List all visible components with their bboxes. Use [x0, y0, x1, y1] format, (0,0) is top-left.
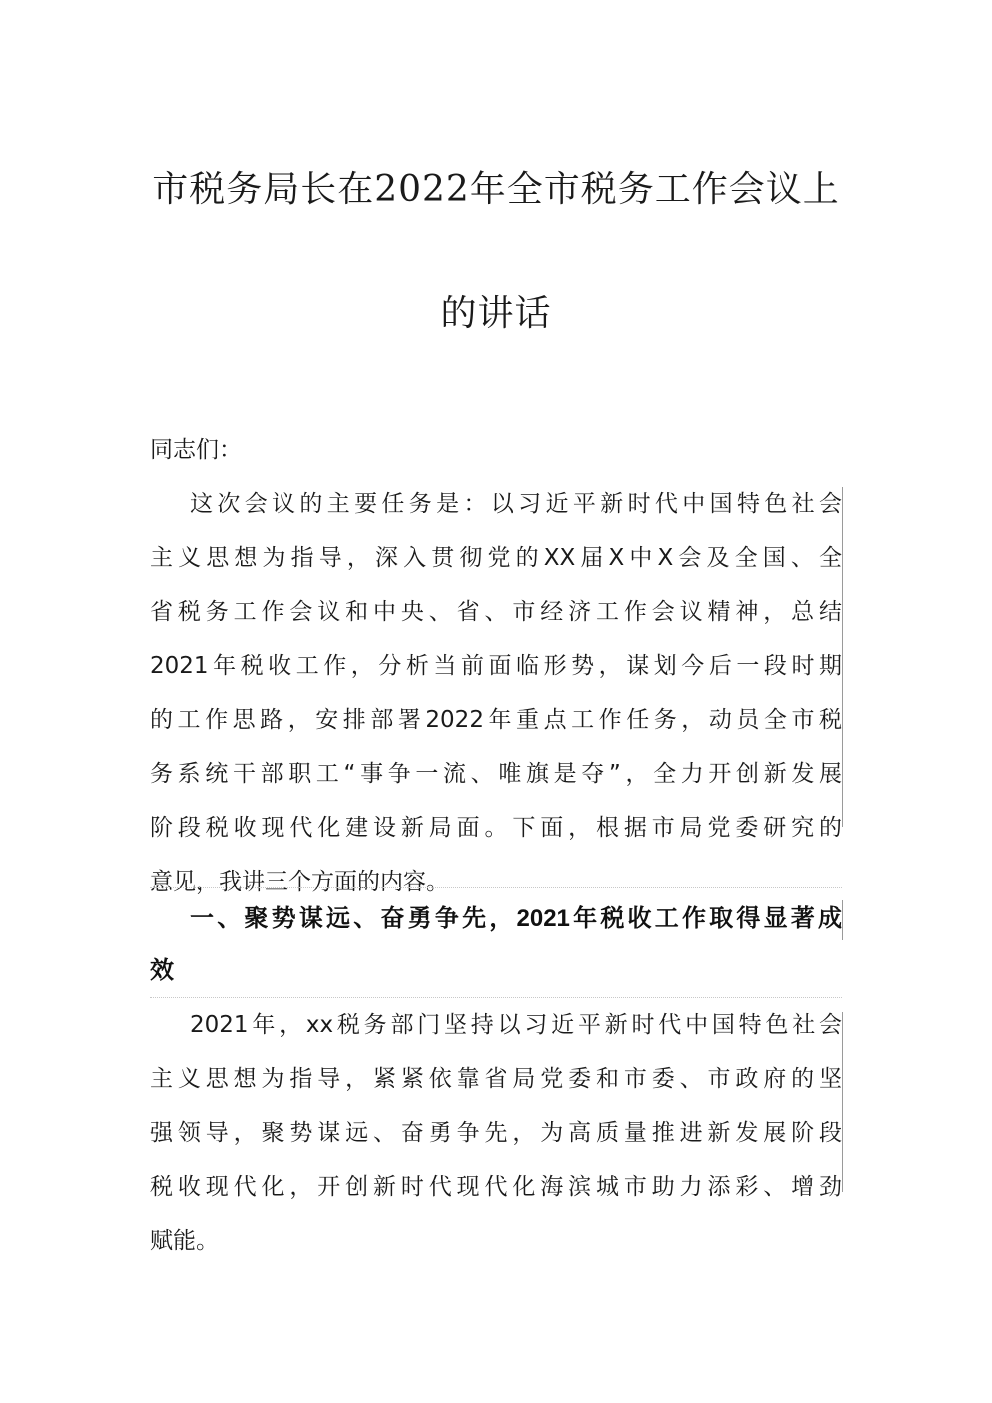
paragraph-section-1	[150, 998, 842, 1268]
heading-line: 一、聚势谋远、奋勇争先，2021年税收工作取得显著成	[190, 905, 842, 932]
section-divider	[150, 887, 842, 888]
paragraph-line: 2021年，xx税务部门坚持以习近平新时代中国特色社会	[190, 1012, 842, 1038]
margin-rule	[842, 487, 843, 827]
paragraph-line: 这次会议的主要任务是：以习近平新时代中国特色社会	[190, 491, 842, 517]
paragraph-line: 的工作思路，安排部署2022年重点工作任务，动员全市税	[150, 707, 842, 733]
margin-rule	[842, 1012, 843, 1192]
document-title-line-1: 市税务局长在2022年全市税务工作会议上	[152, 169, 840, 210]
section-heading-1	[150, 893, 842, 997]
document-title-line-2: 的讲话	[440, 293, 552, 334]
paragraph-line: 主义思想为指导，深入贯彻党的XX届X中X会及全国、全	[150, 545, 842, 571]
heading-line: 效	[150, 957, 174, 984]
paragraph-line: 主义思想为指导，紧紧依靠省局党委和市委、市政府的坚	[150, 1066, 842, 1092]
paragraph-line: 省税务工作会议和中央、省、市经济工作会议精神，总结	[150, 599, 842, 625]
paragraph-line: 阶段税收现代化建设新局面。下面，根据市局党委研究的	[150, 815, 842, 841]
paragraph-intro	[150, 477, 842, 909]
paragraph-line: 2021年税收工作，分析当前面临形势，谋划今后一段时期	[150, 653, 842, 679]
paragraph-line: 税收现代化，开创新时代现代化海滨城市助力添彩、增劲	[150, 1174, 842, 1200]
paragraph-line: 赋能。	[150, 1228, 219, 1254]
paragraph-line: 意见，我讲三个方面的内容。	[150, 869, 449, 895]
salutation: 同志们：	[150, 437, 242, 463]
paragraph-line: 强领导，聚势谋远、奋勇争先，为高质量推进新发展阶段	[150, 1120, 842, 1146]
paragraph-line: 务系统干部职工“事争一流、唯旗是夺”，全力开创新发展	[150, 761, 842, 787]
margin-rule	[842, 900, 843, 940]
